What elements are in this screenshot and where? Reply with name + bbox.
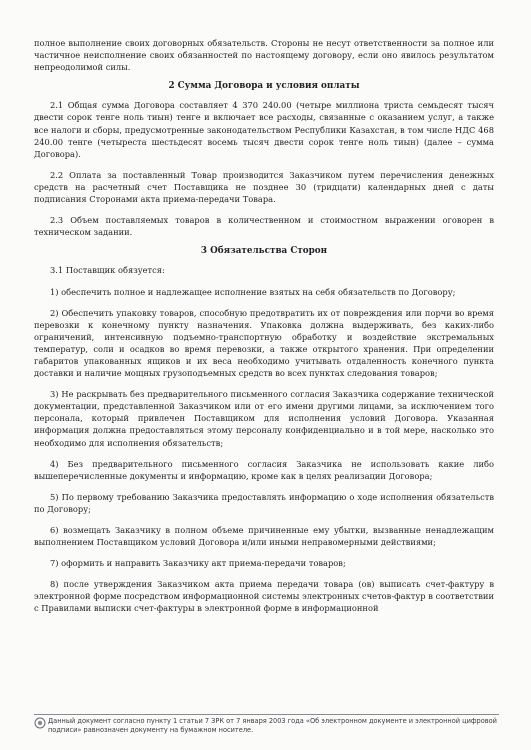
- section-heading-obligations: 3 Обязательства Сторон: [200, 246, 328, 257]
- paragraph-2-1: 2.1 Общая сумма Договора составляет 4 370 240.00 (четыре миллиона триста семьдесят тысяч двести сорок тенге ноль тиын) тенге и включает все расходы, связанные с оказанием услуг, а также все налоги и сборы, предусмотренные законодательством Республики Казахстан, в том числе НДС 468 240.00 тенге (четыреста шестьдесят восемь тысяч двести сорок тенге ноль тиын) (далее – сумма Договора).: [34, 100, 494, 159]
- e-document-footer: [34, 714, 504, 744]
- paragraph-2-2: 2.2 Оплата за поставленный Товар производится Заказчиком путем перечисления денежных средств на расчетный счет Поставщика не позднее 30 (тридцати) календарных дней с даты подписания Сторонами акта приема-передачи Товара.: [34, 169, 494, 205]
- paragraph-force-majeure: полное выполнение своих договорных обязательств. Стороны не несут ответственности за полное или частичное неисполнение своих обязанностей по настоящему договору, если оно явилось результатом непреодолимой силы.: [34, 38, 494, 73]
- obligation-item-5: 5) По первому требованию Заказчика предоставлять информацию о ходе исполнения обязательств по Договору;: [34, 491, 494, 514]
- obligation-item-1: 1) обеспечить полное и надлежащее исполнение взятых на себя обязательств по Договору;: [50, 286, 456, 297]
- obligation-item-8: 8) после утверждения Заказчиком акта приема передачи товара (ов) выписать счет-фактуру в электронной форме посредством информационной системы электронных счетов-фактур в соответствии с Правилами выписки счет-фактуры в электронной форме в информационной: [34, 579, 494, 614]
- paragraph-2-3: 2.3 Объем поставляемых товаров в количественном и стоимостном выражении оговорен в техническом задании.: [34, 215, 494, 238]
- obligation-item-2: 2) Обеспечить упаковку товаров, способную предотвратить их от повреждения или порчи во время перевозки к конечному пункту назначения. Упаковка должна выдерживать, без каких-либо ограничений, интенсивную подъемно-транспортную обработку и воздействие экстремальных температур, соли и осадков во время перевозки, а также открытого хранения. При определении габаритов упакованных ящиков и их веса необходимо учитывать отдаленность конечного пункта доставки и наличие мощных грузоподъемных средств во всех пунктах следования товаров;: [34, 307, 494, 379]
- document-seal-icon: [34, 717, 46, 729]
- footer-divider: [34, 714, 499, 715]
- obligation-item-7: 7) оформить и направить Заказчику акт приема-передачи товаров;: [50, 558, 346, 569]
- footer-notice: Данный документ согласно пункту 1 статьи 7 ЗРК от 7 января 2003 года «Об электронном документе и электронной цифровой подписи» равнозначен документу на бумажном носителе.: [48, 717, 497, 734]
- document-body: [34, 37, 494, 615]
- obligation-item-6: 6) возмещать Заказчику в полном объеме причиненные ему убытки, вызванные ненадлежащим выполнением Поставщиком условий Договора и/или иными неправомерными действиями;: [34, 525, 494, 548]
- obligation-item-3: 3) Не раскрывать без предварительного письменного согласия Заказчика содержание технической документации, представленной Заказчиком или от его имени другими лицами, за исключением того персонала, который привлечен Поставщиком для исполнения условий Договора. Указанная информация должна предоставляться этому персоналу конфиденциально и в той мере, насколько это необходимо для исполнения обязательств;: [34, 389, 494, 448]
- obligation-item-4: 4) Без предварительного письменного согласия Заказчика не использовать какие либо вышеперечисленные документы и информацию, кроме как в целях реализации Договора;: [34, 458, 494, 481]
- paragraph-3-1: 3.1 Поставщик обязуется:: [50, 265, 165, 276]
- section-heading-payment: 2 Сумма Договора и условия оплаты: [168, 81, 360, 92]
